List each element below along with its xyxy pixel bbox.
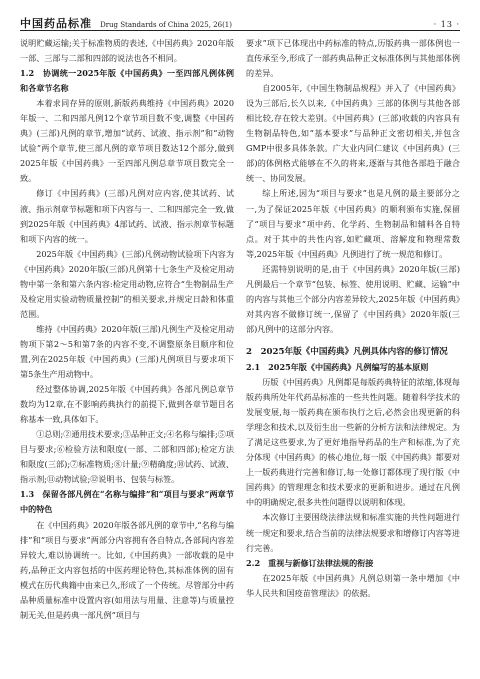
body-paragraph: 2025年版《中国药典》(三部)凡例动物试验项下内容为《中国药典》2020年版(三部)凡例第十七条生产及检定用动物中第一条和第六条内容:检定用动物,应符合“生物制品生产及检定用实验动物质量控制”的相关要求,并规定日龄和体重范围。 xyxy=(20,248,234,319)
body-paragraph: ①总则;②通用技术要求;③品种正文;④名称与编排;⑤项目与要求;⑥检验方法和限度(一部、二部和四部);检定方法和限度(三部);⑦标准物质;⑧计量;⑨精确度;⑩试药、试液、指示剂;⑪动物试验;⑫说明书、包装与标签。 xyxy=(20,429,234,485)
journal-title xyxy=(20,12,232,31)
body-paragraph: 要求”项下已体现出中药标准的特点,历版药典一部体例也一直传承至今,形成了一部药典品种正文标准体例与其他部体例的差异。 xyxy=(246,38,460,79)
section-heading: 2 2025年版《中国药典》凡例具体内容的修订情况 xyxy=(246,346,448,357)
body-paragraph: 维持《中国药典》2020年版(三部)凡例生产及检定用动物项下第2～5和第7条的内容不变,不调整原条目顺序和位置,列在2025年版《中国药典》(三部)凡例项目与要求项下第5条生产用动物中。 xyxy=(20,323,234,380)
subsection-heading: 1.3 保留各部凡例在“名称与编排”和“项目与要求”两章节中的特色 xyxy=(20,489,234,515)
journal-title-en: Drug Standards of China 2025, 26(1) xyxy=(100,21,232,29)
body-paragraph: 历版《中国药典》凡例都是每版药典特征的浓缩,体现每版药典所处年代药品标准的一些共性问题。随着科学技术的发展变展,每一版药典在颁布执行之后,必然会出现更新的科学理念和技术,以及衍生出一些新的分析方法和法律规定。为了满足这些要求,为了更好地指导药品的生产和标准,为了充分体现《中国药典》的核心地位,每一版《中国药典》都要对上一版药典进行完善和修订,每一处修订都体现了现行版《中国药典》的管理理念和技术要求的更新和进步。通过在凡例中的明确规定,很多共性问题得以说明和体现。 xyxy=(246,377,460,508)
header-rule xyxy=(20,30,460,31)
body-paragraph: 说明贮藏运输;关于标准物质的表述,《中国药典》2020年版一部、三部与二部和四部的说法也各不相同。 xyxy=(20,38,234,64)
right-column xyxy=(246,36,460,676)
body-paragraph: 本着求同存异的原则,新版药典维持《中国药典》2020年版一、二和四部凡例12个章节项目数不变,调整《中国药典》(三部)凡例的章节,增加“试药、试液、指示剂”和“动物试验”两个章节,使三部凡例的章节项目数达12个部分,做到2025年版《中国药典》一至四部凡例总章节项目数完全一致。 xyxy=(20,98,234,184)
journal-title-cn: 中国药品标准 xyxy=(20,17,92,30)
left-column xyxy=(20,36,234,676)
running-header xyxy=(20,12,460,28)
body-paragraph: 在《中国药典》2020年版各部凡例的章节中,“名称与编排”和“项目与要求”两部分内容拥有各自特点,各部间内容差异较大,难以协调统一。比如,《中国药典》一部收载的是中药,品种正文内容包括的中医药理论特色,其标准体例的固有模式在历代典籍中由来已久,形成了一个传统。尽管部分中药品种质量标准中设置内容(如用法与用量、注意等)与质量控制无关,但是药典一部凡例“项目与 xyxy=(20,519,234,620)
body-paragraph: 还需特别说明的是,由于《中国药典》2020年版(三部)凡例最后一个章节“包装、标签、使用说明、贮藏、运输”中的内容与其他三个部分内容差异较大,2025年版《中国药典》对其内容不做修订统一,保留了《中国药典》2020年版(三部)凡例中的这部分内容。 xyxy=(246,263,460,334)
subsection-heading: 2.1 2025年版《中国药典》凡例编写的基本原则 xyxy=(246,361,429,372)
subsection-heading: 2.2 重视与新修订法律法规的衔接 xyxy=(246,557,374,568)
body-paragraph: 经过整体协调,2025年版《中国药典》各部凡例总章节数均为12章,在不影响药典执行的前提下,做到各章节题目名称基本一致,具体如下。 xyxy=(20,384,234,425)
body-paragraph: 本次修订主要围绕法律法规和标准实施的共性问题进行统一规定和要求,结合当前的法律法规要求和增修订内容等进行完善。 xyxy=(246,512,460,553)
body-paragraph: 综上所述,因为“项目与要求”也是凡例的最主要部分之一,为了保证2025年版《中国药典》的顺利颁布实施,保留了“项目与要求”项中药、化学药、生物制品和辅料各自特点。对于其中的共性内容,如贮藏项、溶解度和物理常数等,2025年版《中国药典》凡例进行了统一规范和修订。 xyxy=(246,188,460,259)
page-number: · 13 · xyxy=(433,20,460,29)
body-paragraph: 在2025年版《中国药典》凡例总则第一条中增加《中华人民共和国疫苗管理法》的依据。 xyxy=(246,572,460,598)
body-paragraph: 自2005年,《中国生物制品规程》并入了《中国药典》设为三部后,长久以来,《中国药典》三部的体例与其他各部相比较,存在较大差别。《中国药典》(三部)收载的内容具有生物制品特色,如“基本要求”与品种正文密切相关,并包含GMP中很多具体条款。广大业内同仁建议《中国药典》(三部)的体例格式能够在不久的将来,逐渐与其他各部趋于融合统一、协同发展。 xyxy=(246,83,460,184)
subsection-heading: 1.2 协调统一2025年版《中国药典》一至四部凡例体例和各章节名称 xyxy=(20,68,234,94)
body-paragraph: 修订《中国药典》(三部)凡例对应内容,使其试药、试液、指示剂章节标题和项下内容与一、二和四部完全一致,做到2025年版《中国药典》4部试药、试液、指示剂章节标题和项下内容的统一。 xyxy=(20,188,234,244)
